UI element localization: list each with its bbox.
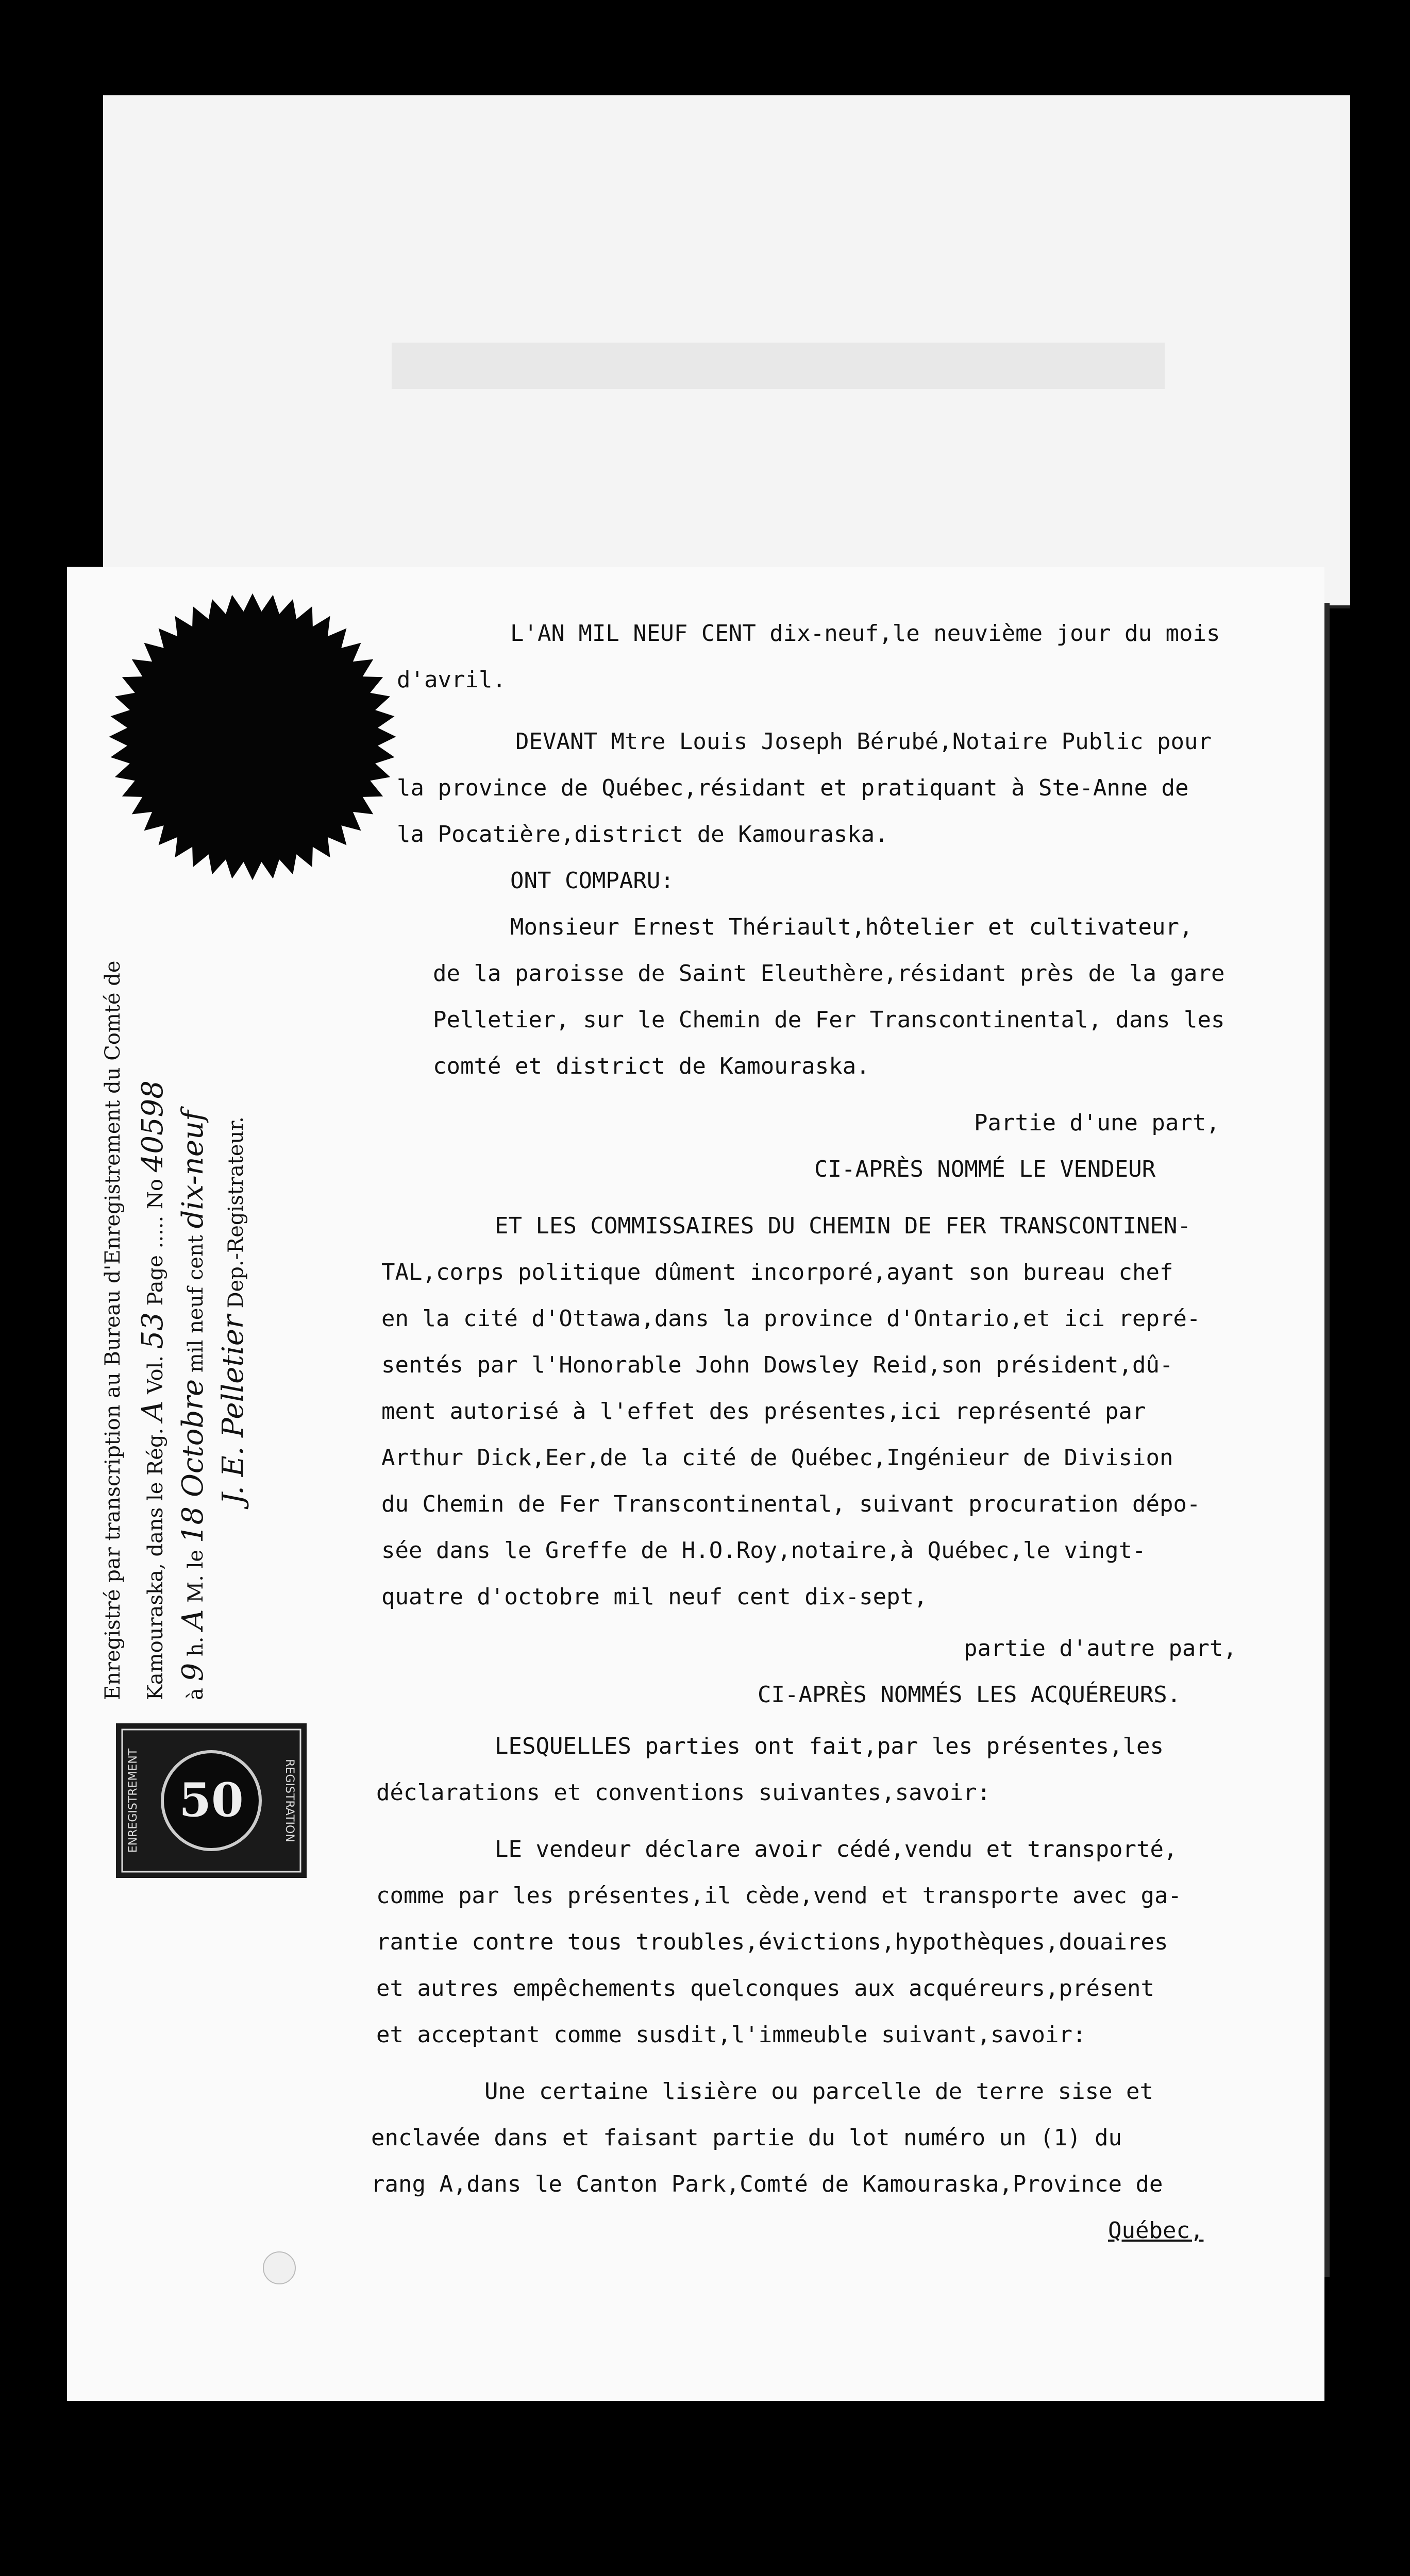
deed-line-1: L'AN MIL NEUF CENT dix-neuf,le neuvième jour du mois [510,620,1220,647]
deed-line-27: comme par les présentes,il cède,vend et transporte avec ga- [376,1883,1182,1909]
deed-line-8: de la paroisse de Saint Eleuthère,résidant près de la gare [433,960,1225,987]
deed-line-3: DEVANT Mtre Louis Joseph Bérubé,Notaire Public pour [515,728,1212,755]
deed-line-32: enclavée dans et faisant partie du lot numéro un (1) du [371,2125,1122,2151]
deed-line-6: ONT COMPARU: [510,868,674,894]
deed-line-9: Pelletier, sur le Chemin de Fer Transcontinental, dans les [433,1007,1225,1033]
deed-line-16: sentés par l'Honorable John Dowsley Reid,son président,dû- [381,1352,1173,1378]
deed-line-34: Québec, [1108,2217,1204,2244]
margin-ampm: A [176,1609,210,1630]
folded-top-sheet [103,95,1350,608]
margin-signature: J. E. Pelletier [216,1315,250,1504]
margin-register: A [136,1400,170,1422]
deed-line-14: TAL,corps politique dûment incorporé,ayant son bureau chef [381,1259,1173,1285]
deed-line-12: CI-APRÈS NOMMÉ LE VENDEUR [814,1156,1156,1182]
deed-line-19: du Chemin de Fer Transcontinental, suivant procuration dépo- [381,1491,1201,1517]
punch-hole [263,2251,296,2284]
deed-line-24: LESQUELLES parties ont fait,par les présentes,les [495,1733,1164,1759]
deed-line-18: Arthur Dick,Eer,de la cité de Québec,Ingénieur de Division [381,1445,1173,1471]
stamp-right-text: REGISTRATION [283,1759,296,1842]
registration-margin-note [93,917,254,1700]
deed-line-20: sée dans le Greffe de H.O.Roy,notaire,à Québec,le vingt- [381,1537,1146,1564]
margin-line-3: à 9 h. A M. le 18 Octobre mil neuf cent dix-neuf [176,1110,210,1700]
deed-line-28: rantie contre tous troubles,évictions,hypothèques,douaires [376,1929,1168,1955]
bleed-through-text [392,343,1165,389]
deed-line-29: et autres empêchements quelconques aux acquéreurs,présent [376,1975,1154,2002]
margin-role: Dep.-Registrateur. [224,1116,248,1309]
deed-line-17: ment autorisé à l'effet des présentes,ici représenté par [381,1398,1146,1425]
stamp-left-text: ENREGISTREMENT [127,1748,140,1853]
margin-line-1: Enregistré par transcription au Bureau d'Enregistrement du Comté de [101,960,125,1700]
deed-line-26: LE vendeur déclare avoir cédé,vendu et transporté, [495,1836,1178,1862]
margin-volume: 53 [136,1312,170,1349]
deed-line-30: et acceptant comme susdit,l'immeuble suivant,savoir: [376,2022,1086,2048]
margin-line-4 [213,917,254,1700]
deed-line-22: partie d'autre part, [964,1635,1237,1662]
margin-day: 18 Octobre [176,1379,210,1544]
deed-line-4: la province de Québec,résidant et pratiquant à Ste-Anne de [397,775,1189,801]
deed-line-5: la Pocatière,district de Kamouraska. [397,821,888,848]
deed-line-33: rang A,dans le Canton Park,Comté de Kamouraska,Province de [371,2171,1163,2197]
deed-line-15: en la cité d'Ottawa,dans la province d'Ontario,et ici repré- [381,1306,1201,1332]
deed-line-7: Monsieur Ernest Thériault,hôtelier et cultivateur, [510,914,1193,940]
deed-line-31: Une certaine lisière ou parcelle de terre sise et [484,2078,1154,2105]
deed-line-13: ET LES COMMISSAIRES DU CHEMIN DE FER TRANSCONTINEN- [495,1213,1191,1239]
margin-hour: 9 [176,1663,210,1682]
deed-line-21: quatre d'octobre mil neuf cent dix-sept, [381,1584,928,1610]
stamp-value: 50 [179,1773,244,1827]
registration-stamp [116,1723,307,1878]
deed-line-2: d'avril. [397,667,506,693]
margin-line-2: Kamouraska, dans le Rég. A Vol. 53 Page ..... No 40598 [136,1080,170,1700]
margin-year: dix-neuf [176,1110,210,1229]
margin-number: 40598 [136,1080,170,1173]
deed-line-25: déclarations et conventions suivantes,savoir: [376,1780,991,1806]
deed-line-23: CI-APRÈS NOMMÉS LES ACQUÉREURS. [758,1682,1181,1708]
deed-line-10: comté et district de Kamouraska. [433,1053,870,1079]
deed-line-11: Partie d'une part, [974,1110,1220,1136]
notarial-seal [103,587,402,886]
